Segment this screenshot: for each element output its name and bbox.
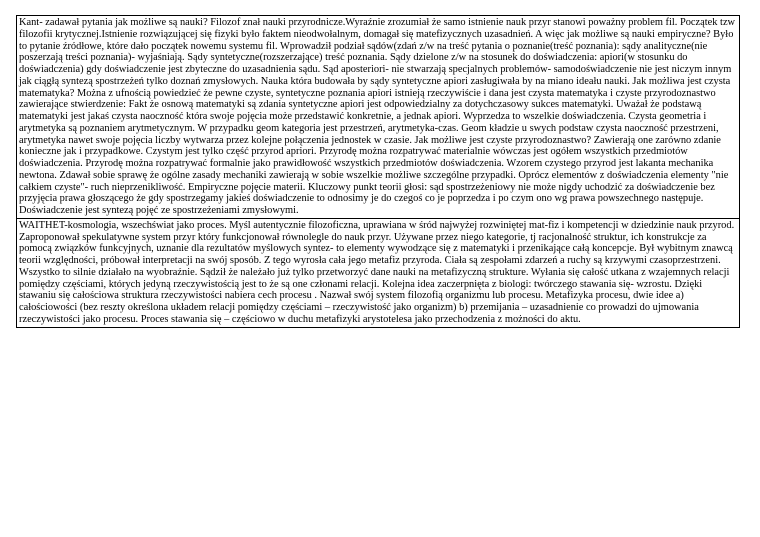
whitehead-paragraph: WAITHET-kosmologia, wszechświat jako proces. Myśl autentycznie filozoficzna, uprawiana w śród najwyżej rozwiniętej mat-fiz i kompetencji w dziedzinie nauk przyrod. Zaproponował spekulatywne system przyr który funkcjonował równolegle do nauk przyr. Używane przez niego kategorie, tj racjonalność struktur, ich konstrukcje za pomocą związków funkcyjnych, uznanie dla rezultatów myślowych syntez- to elementy wywodzące się z matematyki i przenikające całą koncepcje. Był wybitnym znawcą teorii względności, próbował interpretacji na swój sposób. Z tego wyrosła cała jego metafiz przyroda. Ciała są zespołami zdarzeń a ruchy są krzywymi czasoprzestrzeni. Wszystko to silnie działało na wyobraźnie. Sądził że należało już tylko przetworzyć dane nauki na metafizyczną strukture. Wyłania się całość utkana z wzajemnych relacji pomiędzy częściami, których jedyną rzeczywistością jest to że są one członami relacji. Kolejna idea zaczerpnięta z biologi: twórczego stawania się- wzrostu. Dzięki stawaniu się całościowa struktura rzeczywistości nabiera cech procesu . Nazwał swój system filozofią organizmu lub procesu. Metafizyka procesu, dwie idee a) całościowości (bez reszty określona układem relacji pomiędzy częściami – rzeczywistość jako organizm) b) przemijania – uzasadnienie co prowadzi do ujmowania rzeczywistości jako procesu. Proces stawania się – częściowo w duchu metafizyki arystotelesa jako przechodzenia z możności do aktu.: [17, 218, 740, 327]
table-row: [17, 16, 740, 219]
notes-table: [16, 15, 740, 328]
table-row: [17, 218, 740, 327]
kant-paragraph: Kant- zadawał pytania jak możliwe są nauki? Filozof znał nauki przyrodnicze.Wyraźnie zrozumiał że samo istnienie nauk przyr stanowi poważny problem fil. Początek tzw filozofii krytycznej.Istnienie rozwiązującej się fizyki było faktem nieodwołalnym, domagał się matefizycznych uzasadnień. A więc jak możliwe są nauki empiryczne? Było to pytanie źródłowe, które dało początek nowemu systemu fil. Wprowadził podział sądów(zdań z/w na treść pytania o poznanie(treść poznania): sądy analityczne(nie poszerzają treści poznania)- wyjaśniają. Sądy syntetyczne(rozszerzające) treść poznania. Sądy dzielone z/w na stosunek do doświadczenia: apiori(w stosunku do doświadczenia) gdy doświadczenie jest zbyteczne do uzasadnienia sądu. Sąd aposteriori- nie stwarzają specjalnych problemów- samodoświadczenie nie jest niczym innym jak ciągłą syntezą spostrzeżeń tylko doznań zmysłowych. Nauka która budowała by sądy syntetyczne apiori zasługiwała by na miano ideału nauki. Jak możliwa jest czysta matematyka? Można z ufnością powiedzieć że pewne czyste, syntetyczne poznania apiori istnieją rzeczywiście i dana jest czysta matematyka i czyste przyrodoznastwo zawierające stwierdzenie: Fakt że osnową matematyki są zdania syntetyczne apiori jest odpowiedzialny za dotychczasowy sukces matematyki. Uważał że podstawą matematyki jest jakaś czysta naoczność która swoje pojęcia może przedstawić konkretnie, a jednak apiori. Wyprzedza to wszelkie doświadczenia. Czysta geometria i arytmetyka są poznaniem arytmetycznym. W przypadku geom kategoria jest przestrzeń, arytmetyka-czas. Geom kładzie u swych podstaw czysta naoczność przestrzeni, arytmetyka nawet swoje pojęcia liczby wytwarza przez kolejne połączenia jednostek w czasie. Jak możliwe jest czyste przyrodoznastwo? Zawierają one zarówno zdanie konieczne jak i przypadkowe. Czystym jest tylko część przyrod apriori. Przyrodę można rozpatrywać materialnie wówczas jest ogółem wszystkich przedmiotów doświadczenia. Przyrodę można rozpatrywać formalnie jako prawidłowość wszystkich przedmiotów doświadczenia. Wzorem czystego przyrod jest lakanta mechanika newtona. Zdawał sobie sprawę że ogólne zasady mechaniki zawierają w sobie wszelkie możliwe szczególne przypadki. Oprócz elementów z doświadczenia elementy "nie całkiem czyste"- ruch nieprzenikliwość. Empiryczne pojęcie materii. Kluczowy punkt teorii głosi: sąd spostrzeżeniowy nie może nigdy uchodzić za doświadczenie bez przyjęcia prawa głoszącego że gdy spostrzegamy jakieś doświadczenie to odnosimy je do czegoś co je poprzedza i po czym ono wg prawa powszechnego następuje. Doświadczenie jest syntezą pojęć ze spostrzeżeniami zmysłowymi.: [17, 16, 740, 219]
